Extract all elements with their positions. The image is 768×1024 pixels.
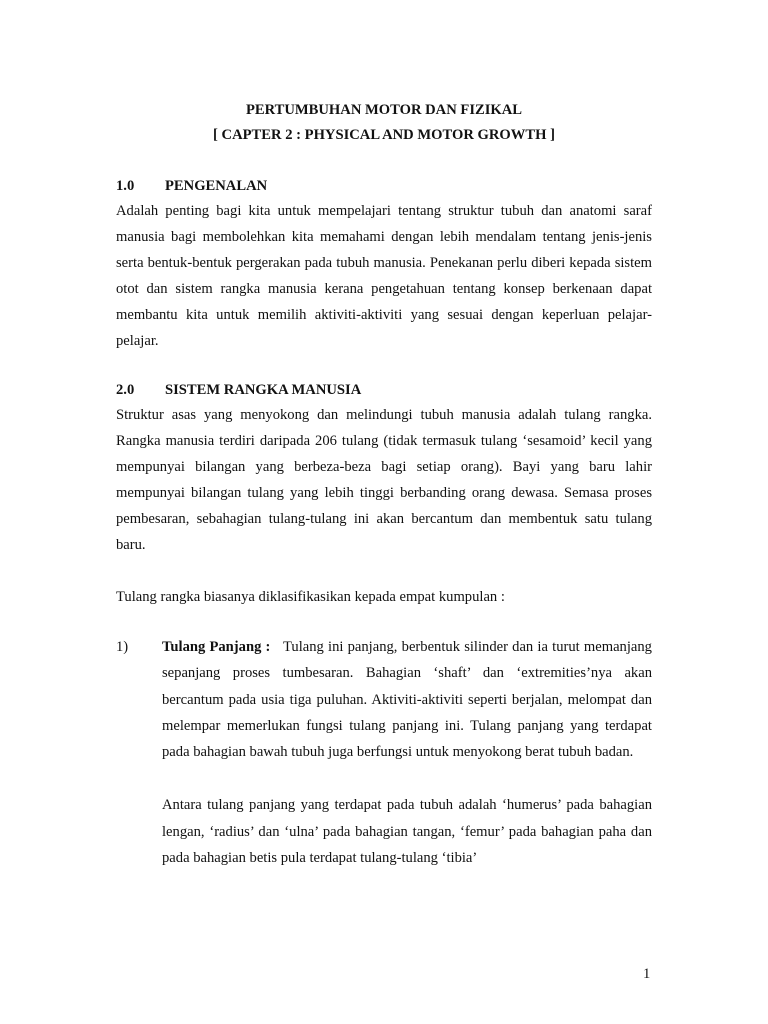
paragraph-spacer bbox=[116, 558, 652, 584]
section-title: SISTEM RANGKA MANUSIA bbox=[165, 382, 362, 398]
long-bone-term: Tulang Panjang : bbox=[162, 639, 271, 655]
long-bone-examples-paragraph: Antara tulang panjang yang terdapat pada tubuh adalah ‘humerus’ pada bahagian lengan, ‘radius’ dan ‘ulna’ pada bahagian tangan, ‘femur’ pada bahagian paha dan pada bahagian betis pula terdapat tulang-tulang ‘tibia’ bbox=[162, 797, 652, 867]
section-heading-introduction bbox=[116, 174, 652, 198]
list-item-body bbox=[162, 634, 652, 871]
document-subtitle: [ CAPTER 2 : PHYSICAL AND MOTOR GROWTH ] bbox=[213, 127, 555, 143]
introduction-paragraph: Adalah penting bagi kita untuk mempelajari tentang struktur tubuh dan anatomi saraf manusia bagi membolehkan kita memahami dengan lebih mendalam tentang jenis-jenis serta bentuk-bentuk pergerakan pada tubuh manusia. Penekanan perlu diberi kepada sistem otot dan sistem rangka manusia kerana pengetahuan tentang konsep berkenaan dapat membantu kita untuk memilih aktiviti-aktiviti yang sesuai dengan keperluan pelajar-pelajar. bbox=[116, 203, 652, 349]
list-item-number: 1) bbox=[116, 639, 129, 655]
long-bone-description: Tulang ini panjang, berbentuk silinder dan ia turut memanjang sepanjang proses tumbesaran. Bahagian ‘shaft’ dan ‘extremities’nya akan bercantum pada usia tiga puluhan. Aktiviti-aktiviti seperti berjalan, melompat dan melempar memerlukan fungsi tulang panjang ini. Tulang panjang yang terdapat pada bahagian bawah tubuh juga berfungsi untuk menyokong berat tubuh badan. bbox=[162, 639, 652, 761]
classification-paragraph: Tulang rangka biasanya diklasifikasikan kepada empat kumpulan : bbox=[116, 589, 505, 605]
page-number: 1 bbox=[643, 966, 651, 982]
section-number: 1.0 bbox=[116, 178, 135, 194]
skeletal-system-paragraph: Struktur asas yang menyokong dan melindungi tubuh manusia adalah tulang rangka. Rangka manusia terdiri daripada 206 tulang (tidak termasuk tulang ‘sesamoid’ kecil yang mempunyai bilangan yang berbeza-beza bagi setiap orang). Bayi yang baru lahir mempunyai bilangan tulang yang lebih tinggi berbanding orang dewasa. Semasa proses pembesaran, sebahagian tulang-tulang ini akan bercantum dan membentuk satu tulang baru. bbox=[116, 407, 652, 553]
document-title: PERTUMBUHAN MOTOR DAN FIZIKAL bbox=[245, 102, 523, 118]
section-number: 2.0 bbox=[116, 382, 135, 398]
section-heading-skeletal-system bbox=[116, 378, 652, 402]
list-item-long-bone bbox=[116, 634, 652, 871]
document-page bbox=[116, 98, 652, 871]
long-bone-paragraph bbox=[162, 634, 652, 765]
section-title: PENGENALAN bbox=[165, 178, 268, 194]
